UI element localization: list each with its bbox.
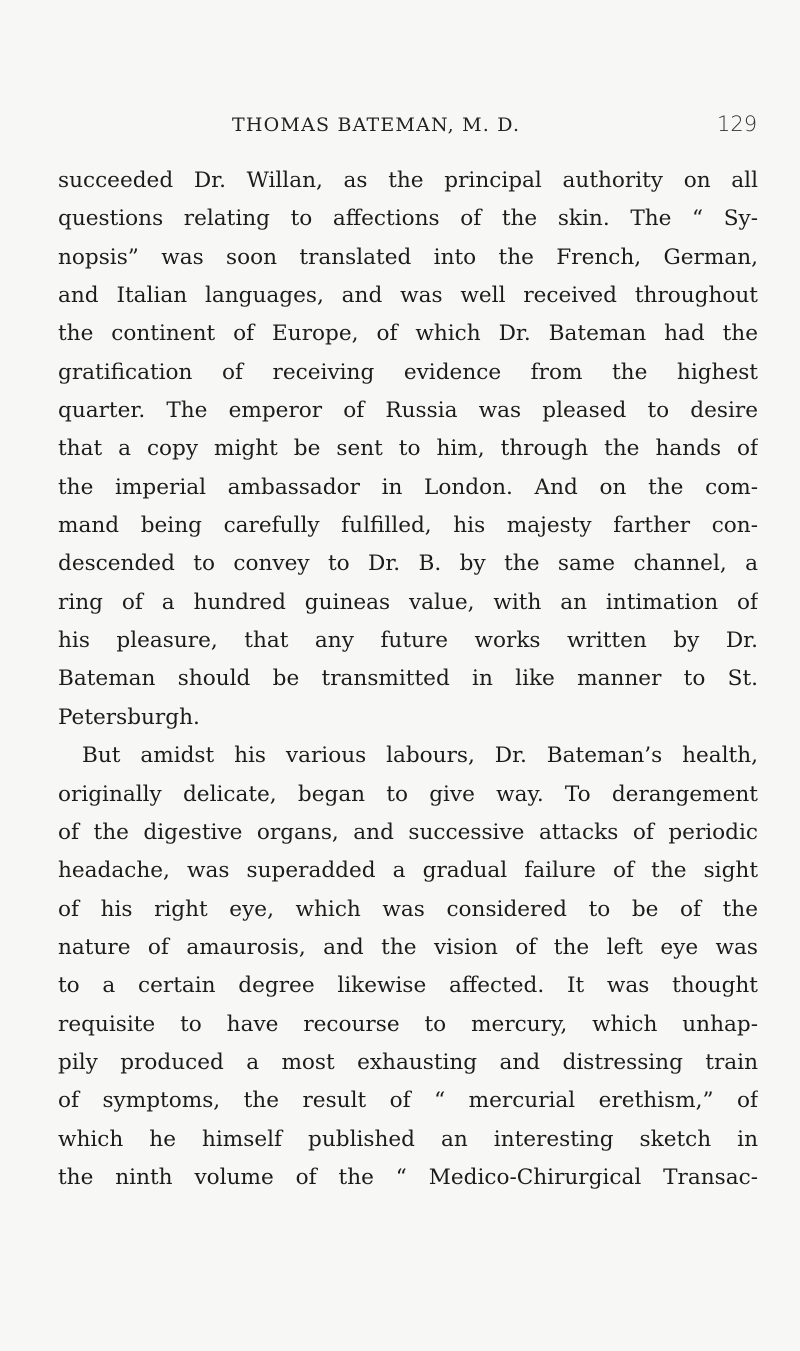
text-line: succeeded Dr. Willan, as the principal authority on all [58, 168, 758, 193]
page-number: 129 [717, 112, 758, 136]
text-line: his pleasure, that any future works written by Dr. [58, 628, 758, 654]
text-line: headache, was superadded a gradual failure of the sight [58, 858, 758, 884]
text-line: of his right eye, which was considered to be of the [58, 896, 758, 922]
text-line: quarter. The emperor of Russia was pleased to desire [58, 398, 758, 424]
text-line: Petersburgh. [58, 704, 200, 730]
text-line: But amidst his various labours, Dr. Bateman’s health, [82, 743, 758, 769]
text-line: the imperial ambassador in London. And on the com- [58, 474, 758, 500]
text-line: nature of amaurosis, and the vision of the left eye was [58, 934, 758, 960]
body-text [58, 162, 758, 1197]
text-line: descended to convey to Dr. B. by the same channel, a [58, 551, 758, 577]
text-line: pily produced a most exhausting and distressing train [58, 1049, 758, 1075]
text-line: that a copy might be sent to him, through the hands of [58, 436, 758, 462]
text-line: Bateman should be transmitted in like manner to St. [58, 666, 758, 692]
text-line: the continent of Europe, of which Dr. Bateman had the [58, 321, 758, 347]
text-line: and Italian languages, and was well received throughout [58, 283, 758, 309]
text-line: requisite to have recourse to mercury, which unhap- [58, 1011, 758, 1037]
text-line: which he himself published an interesting sketch in [58, 1126, 758, 1152]
running-head: THOMAS BATEMAN, M. D. [232, 114, 521, 136]
text-line: nopsis” was soon translated into the French, German, [58, 244, 758, 270]
text-line: of the digestive organs, and successive attacks of periodic [58, 819, 758, 845]
text-line: gratification of receiving evidence from the highest [58, 359, 758, 385]
text-line: mand being carefully fulfilled, his majesty farther con- [58, 513, 758, 539]
text-line: the ninth volume of the “ Medico-Chirurgical Transac- [58, 1164, 758, 1190]
text-line: originally delicate, began to give way. To derangement [58, 781, 758, 807]
text-line: to a certain degree likewise affected. It was thought [58, 973, 758, 999]
text-line: of symptoms, the result of “ mercurial erethism,” of [58, 1088, 758, 1114]
text-line: questions relating to affections of the skin. The “ Sy- [58, 206, 758, 232]
text-line: ring of a hundred guineas value, with an intimation of [58, 589, 758, 615]
